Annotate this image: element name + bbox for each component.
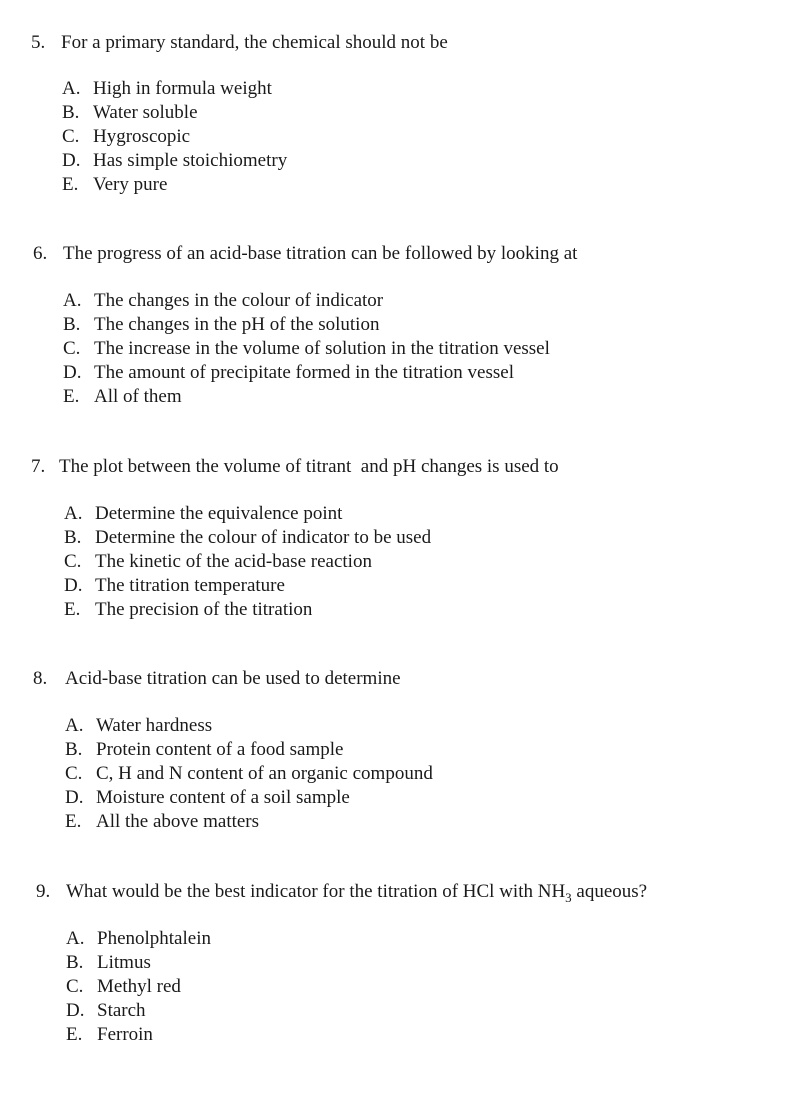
option-a: A. Phenolphtalein	[66, 928, 211, 949]
answer-options	[66, 927, 211, 1047]
option-b: B. Determine the colour of indicator to be used	[64, 527, 432, 548]
question-text: What would be the best indicator for the titration of HCl with $NH_3$ aqueous?	[66, 881, 648, 905]
question-stem	[36, 881, 647, 903]
option-c: C. C, H and N content of an organic compound	[65, 763, 433, 784]
option-c: C. The kinetic of the acid-base reaction	[64, 551, 372, 572]
question-text: The plot between the volume of titrant and pH changes is used to	[59, 456, 559, 477]
option-a: A. Determine the equivalence point	[64, 503, 343, 524]
option-d: D. Starch	[66, 1000, 146, 1021]
option-e: E. Very pure	[62, 174, 168, 195]
option-b: B. Litmus	[66, 952, 151, 973]
question-number: 5.	[31, 32, 46, 53]
option-d: D. The titration temperature	[64, 575, 285, 596]
option-c: C. The increase in the volume of solution in the titration vessel	[63, 338, 550, 359]
question-stem	[33, 243, 577, 265]
option-c: C. Methyl red	[66, 976, 181, 997]
option-b: B. Water soluble	[62, 102, 198, 123]
option-d: D. The amount of precipitate formed in the titration vessel	[63, 362, 514, 383]
option-e: E. All of them	[63, 386, 182, 407]
question-text: The progress of an acid-base titration can be followed by looking at	[63, 243, 578, 264]
option-b: B. Protein content of a food sample	[65, 739, 344, 760]
question-number: 9.	[36, 881, 51, 902]
question-number: 7.	[31, 456, 46, 477]
option-a: A. High in formula weight	[62, 78, 272, 99]
option-a: A. The changes in the colour of indicator	[63, 290, 384, 311]
option-c: C. Hygroscopic	[62, 126, 191, 147]
answer-options	[63, 289, 550, 409]
option-d: D. Moisture content of a soil sample	[65, 787, 350, 808]
option-e: E. All the above matters	[65, 811, 260, 832]
option-a: A. Water hardness	[65, 715, 213, 736]
option-e: E. The precision of the titration	[64, 599, 313, 620]
question-text: For a primary standard, the chemical should not be	[61, 32, 448, 53]
option-b: B. The changes in the pH of the solution	[63, 314, 380, 335]
question-stem	[31, 456, 559, 478]
answer-options	[64, 502, 431, 622]
answer-options	[62, 77, 287, 197]
subscript-3: 3	[565, 889, 572, 905]
question-stem	[31, 32, 448, 54]
question-text: Acid-base titration can be used to determine	[65, 668, 401, 689]
question-number: 8.	[33, 668, 48, 689]
option-e: E. Ferroin	[66, 1024, 153, 1045]
question-number: 6.	[33, 243, 48, 264]
question-stem	[33, 668, 401, 690]
answer-options	[65, 714, 433, 834]
option-d: D. Has simple stoichiometry	[62, 150, 288, 171]
